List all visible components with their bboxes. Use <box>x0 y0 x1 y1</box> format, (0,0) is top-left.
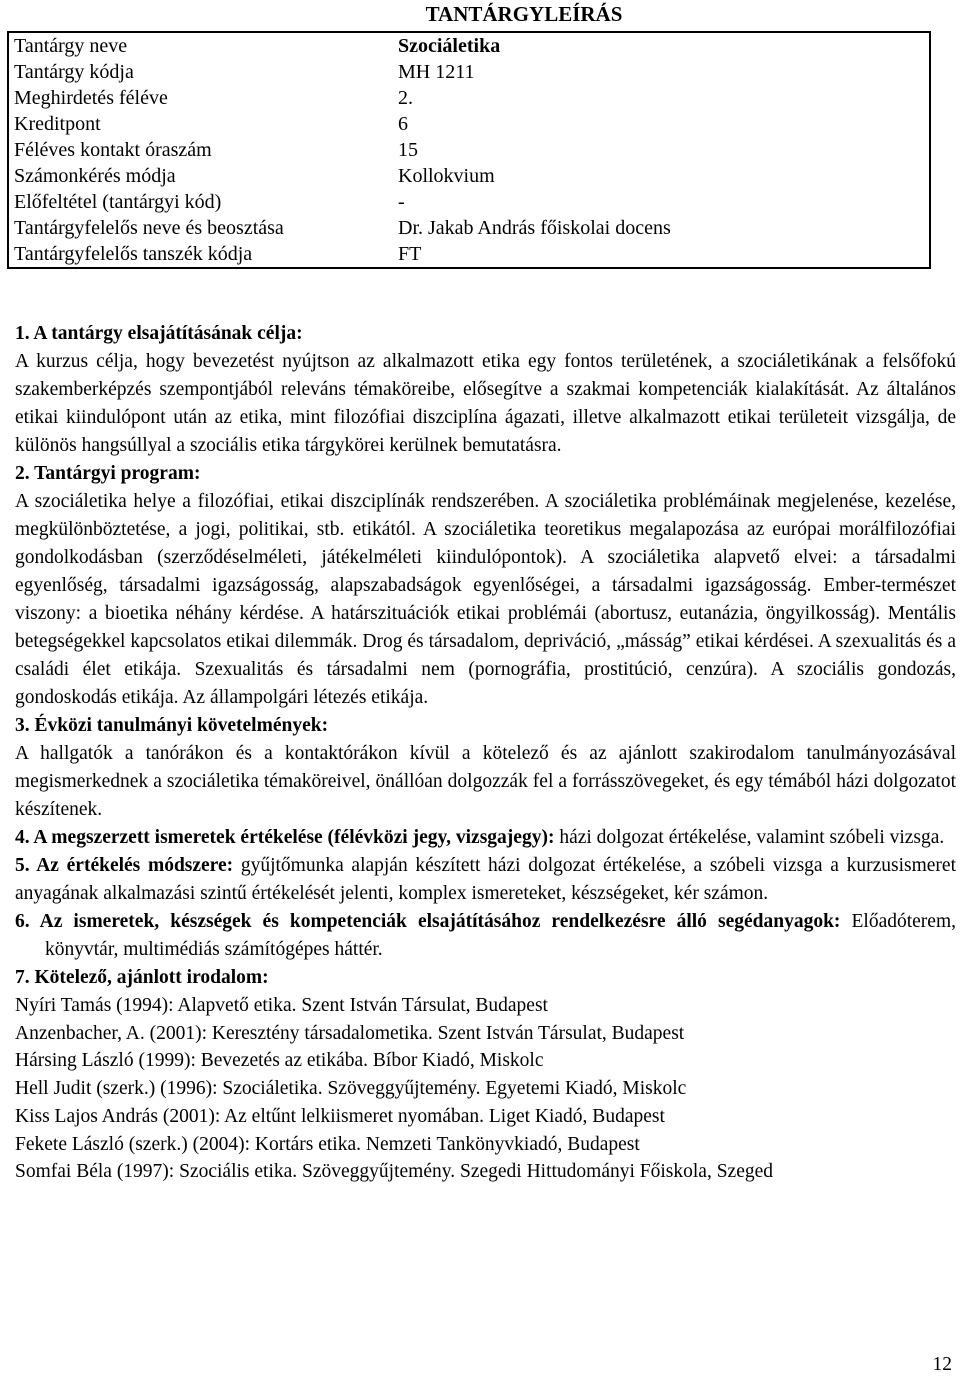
section-2-heading: 2. Tantárgyi program: <box>15 463 201 484</box>
info-value: MH 1211 <box>398 61 475 83</box>
info-row <box>8 241 930 268</box>
course-content <box>15 320 956 1186</box>
section-3-body: A hallgatók a tanórákon és a kontaktórákon kívül a kötelező és az ajánlott szakirodalom tanulmányozásával megismerkednek a szociáletika témaköreivel, önállóan dolgozzák fel a forrásszövegeket, és egy témából házi dolgozatot készítenek. <box>15 743 956 820</box>
info-row <box>8 32 930 59</box>
info-value: Szociáletika <box>398 35 501 57</box>
info-row <box>8 111 930 137</box>
section-3 <box>15 712 956 740</box>
info-value: FT <box>398 243 422 265</box>
document-title: TANTÁRGYLEÍRÁS <box>425 2 623 26</box>
section-6-heading: 6. Az ismeretek, készségek és kompetenciák elsajátításához rendelkezésre álló segédanyagok: <box>15 911 841 932</box>
info-label: Tantárgy neve <box>14 35 128 57</box>
section-4 <box>15 824 956 852</box>
info-row <box>8 189 930 215</box>
info-label: Számonkérés módja <box>14 165 176 187</box>
section-5-body: gyűjtőmunka alapján készített házi dolgozat értékelése, a szóbeli vizsga a kurzusismeret anyagának alkalmazási szintű értékelését jelenti, komplex ismereteket, készségeket, kér számon. <box>15 855 956 904</box>
section-7 <box>15 964 956 992</box>
info-label: Tantárgyfelelős tanszék kódja <box>14 243 253 265</box>
section-4-body: házi dolgozat értékelése, valamint szóbeli vizsga. <box>554 827 945 848</box>
info-value: 15 <box>398 139 418 161</box>
section-4-heading: 4. A megszerzett ismeretek értékelése (félévközi jegy, vizsgajegy): <box>15 827 555 848</box>
reference-item: Hársing László (1999): Bevezetés az etikába. Bíbor Kiadó, Miskolc <box>15 1050 544 1072</box>
section-1 <box>15 320 956 348</box>
section-2 <box>15 460 956 488</box>
section-6-body: Előadóterem, könyvtár, multimédiás számítógépes háttér. <box>45 911 956 960</box>
info-value: 2. <box>398 87 413 109</box>
section-5-heading: 5. Az értékelés módszere: <box>15 855 234 876</box>
reference-item: Nyíri Tamás (1994): Alapvető etika. Szent István Társulat, Budapest <box>15 995 548 1016</box>
reference-item: Kiss Lajos András (2001): Az eltűnt lelkiismeret nyomában. Liget Kiadó, Budapest <box>15 1105 665 1127</box>
info-value: Dr. Jakab András főiskolai docens <box>398 217 671 239</box>
info-row <box>8 215 930 241</box>
info-value: 6 <box>398 113 408 135</box>
info-label: Előfeltétel (tantárgyi kód) <box>14 191 222 213</box>
section-3-heading: 3. Évközi tanulmányi követelmények: <box>15 715 329 736</box>
info-label: Tantárgyfelelős neve és beosztása <box>14 217 284 239</box>
info-label: Meghirdetés féléve <box>14 87 168 109</box>
info-label: Tantárgy kódja <box>14 61 134 83</box>
section-1-body: A kurzus célja, hogy bevezetést nyújtson az alkalmazott etika egy fontos területének, a szociáletikának a felsőfokú szakemberképzés szempontjából releváns témaköreibe, elősegítve a szakmai kompetenciák kialakítását. Az általános etikai kiindulópont után az etika, mint filozófiai diszciplína ágazati, illetve alkalmazott etikai területeit vizsgálja, de különös hangsúllyal a szociális etika tárgykörei kerülnek bemutatásra. <box>15 351 956 456</box>
page-number: 12 <box>932 1354 952 1375</box>
info-label: Féléves kontakt óraszám <box>14 139 212 161</box>
section-7-heading: 7. Kötelező, ajánlott irodalom: <box>15 967 269 988</box>
section-2-body: A szociáletika helye a filozófiai, etikai diszciplínák rendszerében. A szociáletika problémáinak megjelenése, kezelése, megkülönböztetése, a jogi, politikai, stb. etikától. A szociáletika teoretikus megalapozása az európai morálfilozófiai gondolkodásban (szerződéselméleti, játékelméleti kiindulópontok). A szociáletika alapvető elvei: a társadalmi egyenlőség, társadalmi igazságosság, alapszabadságok egyenlőségei, a társadalmi igazságosság. Ember-természet viszony: a bioetika néhány kérdése. A határszituációk etikai problémái (abortusz, eutanázia, öngyilkosság). Mentális betegségekkel kapcsolatos etikai dilemmák. Drog és társadalom, depriváció, „másság” etikai kérdései. A szexualitás és a családi élet etikája. Szexualitás és társadalmi nem (pornográfia, prostitúció, cenzúra). A szociális gondozás, gondoskodás etikája. Az állampolgári létezés etikája. <box>15 491 956 708</box>
info-value: - <box>398 191 405 213</box>
info-row <box>8 163 930 189</box>
info-row <box>8 85 930 111</box>
course-info-table <box>7 31 931 269</box>
reference-item: Anzenbacher, A. (2001): Keresztény társadalometika. Szent István Társulat, Budapest <box>15 1022 685 1044</box>
reference-item: Hell Judit (szerk.) (1996): Szociáletika. Szöveggyűjtemény. Egyetemi Kiadó, Miskolc <box>15 1078 687 1100</box>
section-5 <box>15 852 956 908</box>
info-row <box>8 59 930 85</box>
reference-list <box>15 992 956 1186</box>
reference-item: Somfai Béla (1997): Szociális etika. Szöveggyűjtemény. Szegedi Hittudományi Főiskola, Szeged <box>15 1161 774 1183</box>
section-1-heading: 1. A tantárgy elsajátításának célja: <box>15 323 303 344</box>
reference-item: Fekete László (szerk.) (2004): Kortárs etika. Nemzeti Tankönyvkiadó, Budapest <box>15 1133 640 1155</box>
info-row <box>8 137 930 163</box>
info-label: Kreditpont <box>14 113 101 135</box>
info-value: Kollokvium <box>398 165 495 187</box>
section-6 <box>15 908 956 964</box>
